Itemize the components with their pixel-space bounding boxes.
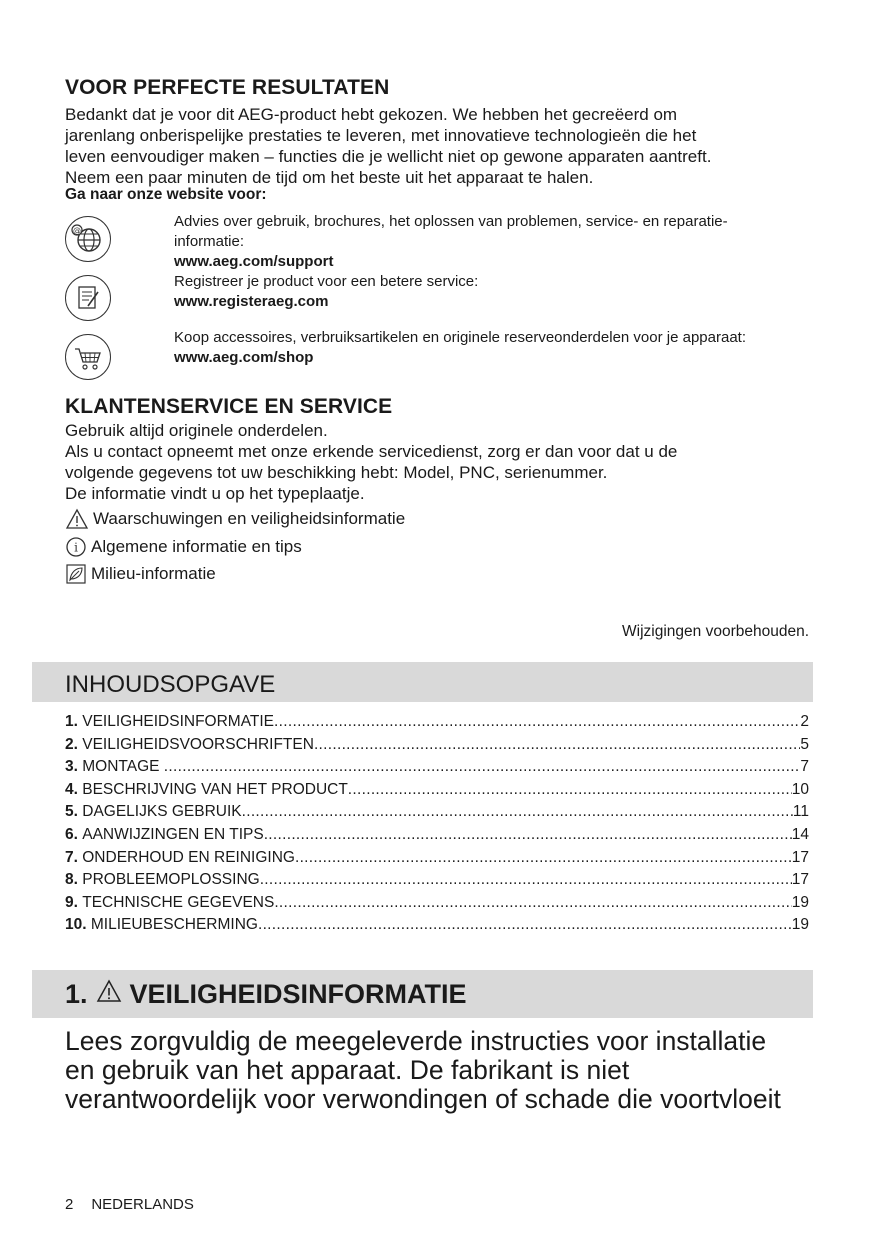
toc-item[interactable] bbox=[65, 894, 809, 917]
info-icon bbox=[65, 536, 87, 558]
website-heading: Ga naar onze website voor: bbox=[65, 186, 267, 203]
toc-leader bbox=[274, 713, 800, 731]
toc-item-page: 2 bbox=[800, 713, 809, 730]
section-title-perfect-results: VOOR PERFECTE RESULTATEN bbox=[65, 76, 390, 99]
toc-item-label: BESCHRIJVING VAN HET PRODUCT bbox=[82, 780, 348, 798]
register-text: Registreer je product voor een betere service: bbox=[174, 273, 479, 290]
toc-item-label: ONDERHOUD EN REINIGING bbox=[82, 848, 295, 866]
safety-line: en gebruik van het apparaat. De fabrikant is niet bbox=[65, 1055, 630, 1085]
toc-item-label: VEILIGHEIDSINFORMATIE bbox=[82, 713, 275, 730]
toc-item[interactable] bbox=[65, 758, 809, 781]
leaf-icon bbox=[65, 563, 87, 585]
toc-item-page: 10 bbox=[791, 780, 809, 798]
toc-item-label: MILIEUBESCHERMING bbox=[90, 916, 258, 934]
intro-line: jarenlang onberispelijke prestaties te leveren, met innovatieve technologieën die het bbox=[65, 126, 697, 145]
toc-leader bbox=[264, 826, 792, 844]
toc-item[interactable] bbox=[65, 736, 809, 759]
toc-item-number: 1. bbox=[65, 713, 78, 730]
toc-leader bbox=[260, 871, 792, 889]
legend-label: Waarschuwingen en veiligheidsinformatie bbox=[93, 509, 406, 528]
toc-leader bbox=[314, 736, 800, 754]
toc-item-label: TECHNISCHE GEGEVENS bbox=[82, 893, 275, 911]
cart-icon bbox=[65, 334, 111, 380]
toc-leader bbox=[242, 803, 793, 821]
toc-item[interactable] bbox=[65, 849, 809, 872]
toc-item-label: VEILIGHEIDSVOORSCHRIFTEN bbox=[82, 735, 314, 753]
toc-item-label: AANWIJZINGEN EN TIPS bbox=[82, 825, 264, 843]
toc-item-number: 10. bbox=[65, 916, 87, 934]
toc-item[interactable] bbox=[65, 781, 809, 804]
toc-item-number: 2. bbox=[65, 735, 78, 753]
register-link[interactable]: www.registeraeg.com bbox=[174, 293, 329, 310]
legend-warning bbox=[65, 508, 405, 530]
footer-language: NEDERLANDS bbox=[91, 1196, 194, 1213]
toc-leader bbox=[164, 758, 801, 776]
section-title-customer-service: KLANTENSERVICE EN SERVICE bbox=[65, 395, 393, 418]
safety-title bbox=[65, 979, 467, 1010]
safety-header bbox=[32, 970, 813, 1018]
toc-item[interactable] bbox=[65, 871, 809, 894]
toc-item-page: 19 bbox=[791, 893, 809, 911]
support-text: Advies over gebruik, brochures, het oplossen van problemen, service- en reparatie- bbox=[174, 213, 728, 230]
legend-label: Milieu-informatie bbox=[91, 564, 216, 583]
toc-item-page: 14 bbox=[791, 825, 809, 843]
toc-item[interactable] bbox=[65, 713, 809, 736]
toc-item-number: 9. bbox=[65, 893, 78, 911]
shop-info bbox=[174, 328, 824, 368]
toc-item-label: MONTAGE bbox=[82, 758, 164, 776]
toc-header bbox=[32, 662, 813, 702]
intro-paragraph bbox=[65, 104, 825, 188]
service-line: De informatie vindt u op het typeplaatje. bbox=[65, 484, 365, 503]
toc-item-label: DAGELIJKS GEBRUIK bbox=[82, 803, 242, 821]
toc-item-page: 7 bbox=[800, 758, 809, 776]
svg-text:i: i bbox=[74, 540, 78, 555]
legend-info bbox=[65, 536, 302, 558]
table-of-contents bbox=[65, 713, 809, 939]
toc-item-label: PROBLEEMOPLOSSING bbox=[82, 871, 260, 889]
service-line: Als u contact opneemt met onze erkende servicedienst, zorg er dan voor dat u de bbox=[65, 442, 678, 461]
toc-item-page: 17 bbox=[791, 871, 809, 889]
shop-link[interactable]: www.aeg.com/shop bbox=[174, 349, 314, 366]
warning-icon bbox=[96, 979, 122, 1010]
toc-leader bbox=[348, 781, 792, 799]
intro-line: leven eenvoudiger maken – functies die je wellicht niet op gewone apparaten aantreft. bbox=[65, 147, 712, 166]
section-title-text: VEILIGHEIDSINFORMATIE bbox=[129, 979, 467, 1009]
toc-item-number: 8. bbox=[65, 871, 78, 889]
toc-leader bbox=[295, 849, 792, 867]
intro-line: Neem een paar minuten de tijd om het beste uit het apparaat te halen. bbox=[65, 168, 594, 187]
toc-item-page: 5 bbox=[800, 735, 809, 753]
service-line: Gebruik altijd originele onderdelen. bbox=[65, 421, 328, 440]
toc-item[interactable] bbox=[65, 803, 809, 826]
svg-text:@: @ bbox=[73, 226, 81, 235]
shop-text: Koop accessoires, verbruiksartikelen en originele reserveonderdelen voor je apparaat: bbox=[174, 329, 746, 346]
section-number: 1. bbox=[65, 979, 88, 1009]
toc-item-number: 7. bbox=[65, 848, 78, 866]
register-icon bbox=[65, 275, 111, 321]
service-paragraph bbox=[65, 420, 825, 504]
toc-leader bbox=[258, 916, 792, 934]
support-link[interactable]: www.aeg.com/support bbox=[174, 253, 334, 270]
support-info bbox=[174, 212, 824, 312]
service-line: volgende gegevens tot uw beschikking hebt: Model, PNC, serienummer. bbox=[65, 463, 608, 482]
toc-leader bbox=[274, 894, 791, 912]
support-text: informatie: bbox=[174, 233, 245, 250]
changes-note: Wijzigingen voorbehouden. bbox=[622, 623, 809, 640]
safety-intro bbox=[65, 1027, 825, 1114]
toc-item-page: 19 bbox=[791, 916, 809, 934]
toc-item-number: 5. bbox=[65, 803, 78, 821]
toc-item-page: 17 bbox=[791, 848, 809, 866]
page-number: 2 bbox=[65, 1196, 74, 1213]
toc-item-number: 6. bbox=[65, 825, 78, 843]
toc-item-number: 4. bbox=[65, 780, 78, 798]
intro-line: Bedankt dat je voor dit AEG-product hebt gekozen. We hebben het gecreëerd om bbox=[65, 105, 678, 124]
toc-item-page: 11 bbox=[792, 803, 809, 821]
toc-item[interactable] bbox=[65, 826, 809, 849]
toc-title: INHOUDSOPGAVE bbox=[65, 671, 276, 698]
safety-line: verantwoordelijk voor verwondingen of schade die voortvloeit bbox=[65, 1084, 781, 1114]
page-footer bbox=[65, 1196, 194, 1213]
legend-environment bbox=[65, 563, 216, 585]
toc-item-number: 3. bbox=[65, 758, 78, 776]
legend-label: Algemene informatie en tips bbox=[91, 537, 302, 556]
safety-line: Lees zorgvuldig de meegeleverde instructies voor installatie bbox=[65, 1026, 767, 1056]
toc-item[interactable] bbox=[65, 916, 809, 939]
warning-icon bbox=[65, 508, 89, 530]
globe-icon bbox=[65, 216, 111, 262]
